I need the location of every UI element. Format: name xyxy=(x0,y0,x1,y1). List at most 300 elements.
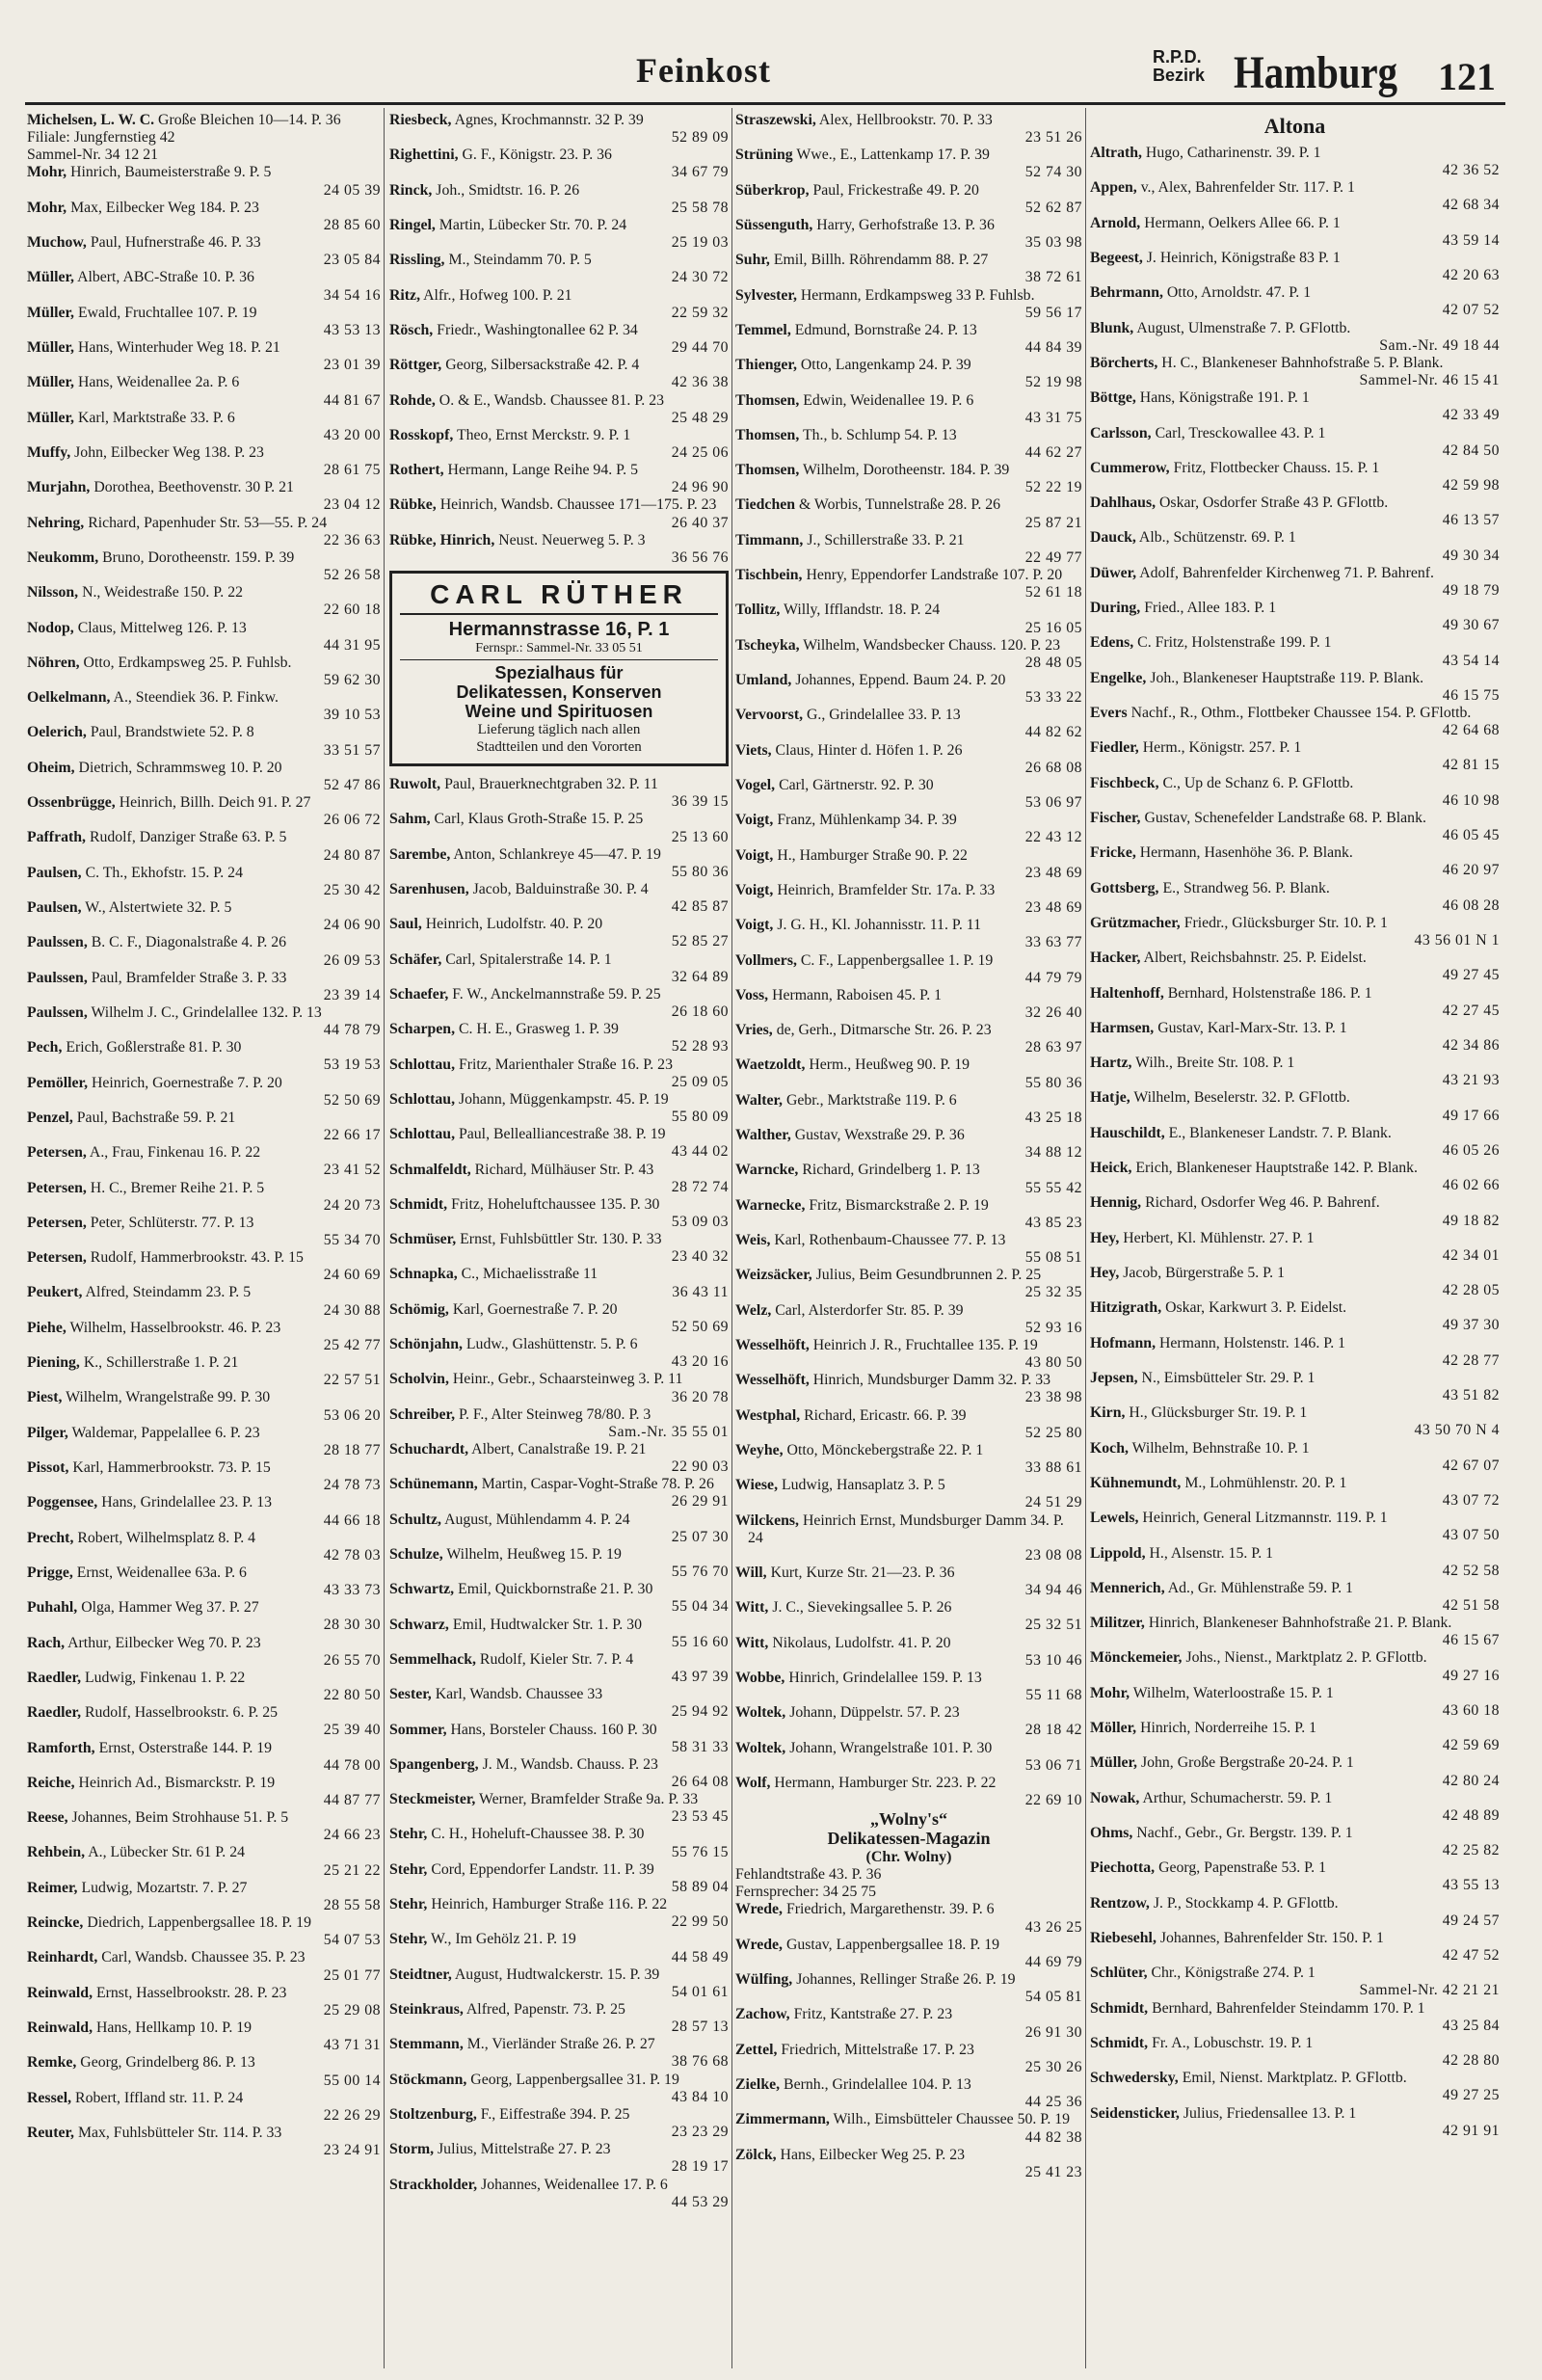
entry-phone: 55 80 36 xyxy=(1024,1074,1082,1091)
rpd-label xyxy=(1153,48,1205,85)
entry-address: Hinrich, Baumeisterstraße 9. P. 5 xyxy=(70,164,272,181)
entry-address: K., Schillerstraße 1. P. 21 xyxy=(83,1354,239,1372)
directory-entry xyxy=(27,234,381,269)
entry-address: Nikolaus, Ludolfstr. 41. P. 20 xyxy=(772,1634,951,1651)
entry-name: Paffrath, xyxy=(27,829,86,846)
entry-phone: 42 59 69 xyxy=(1442,1737,1500,1754)
rpd-line2: Bezirk xyxy=(1153,66,1206,85)
directory-entry xyxy=(735,637,1082,672)
entry-address: P. F., Alter Steinweg 78/80. P. 3 xyxy=(458,1405,651,1423)
entry-name: Petersen, xyxy=(27,1249,87,1267)
entry-phone: Sammel-Nr. 46 15 41 xyxy=(1359,372,1500,389)
directory-entry xyxy=(27,479,381,514)
entry-phone: 42 07 52 xyxy=(1442,302,1500,319)
entry-address: A., Lübecker Str. 61 P. 24 xyxy=(88,1844,246,1861)
directory-entry xyxy=(735,1901,1082,1936)
entry-name: Rehbein, xyxy=(27,1844,86,1861)
directory-entry xyxy=(735,1564,1082,1599)
directory-entry xyxy=(389,496,729,531)
entry-name: Raedler, xyxy=(27,1704,82,1722)
entry-phone: 23 24 91 xyxy=(323,2142,381,2159)
entry-address: Bernh., Grindelallee 104. P. 13 xyxy=(784,2076,971,2094)
entry-name: Schmidt, xyxy=(1090,2034,1149,2051)
entry-phone: 23 48 69 xyxy=(1024,899,1082,917)
entry-address: Rudolf, Kieler Str. 7. P. 4 xyxy=(479,1650,634,1668)
entry-address: Max, Eilbecker Weg 184. P. 23 xyxy=(70,199,259,216)
entry-name: Müller, xyxy=(27,374,74,391)
entry-address: Martin, Caspar-Voght-Straße 78. P. 26 xyxy=(481,1476,714,1493)
entry-name: Rohde, xyxy=(389,391,436,409)
entry-address: de, Gerh., Ditmarsche Str. 26. P. 23 xyxy=(776,1022,992,1039)
entry-phone: 44 87 77 xyxy=(323,1792,381,1808)
entry-phone: 42 59 98 xyxy=(1442,476,1500,494)
entry-address: Carl, Wandsb. Chaussee 35. P. 23 xyxy=(101,1949,306,1966)
entry-phone: 23 51 26 xyxy=(1024,129,1082,147)
entry-address: A., Frau, Finkenau 16. P. 22 xyxy=(89,1144,261,1162)
directory-entry xyxy=(735,1866,1082,1884)
entry-name: Börcherts, xyxy=(1090,354,1158,371)
entry-phone: 43 25 84 xyxy=(1442,2017,1500,2034)
directory-entry xyxy=(27,549,381,584)
entry-phone: 25 30 42 xyxy=(323,881,381,898)
directory-entry xyxy=(1090,1055,1500,1089)
entry-phone: 26 91 30 xyxy=(1024,2023,1082,2041)
entry-phone: 43 33 73 xyxy=(323,1582,381,1599)
directory-entry xyxy=(1090,1685,1500,1720)
directory-entry xyxy=(735,882,1082,917)
entry-phone: 43 20 00 xyxy=(323,426,381,443)
entry-address: Wilhelm, Waterloostraße 15. P. 1 xyxy=(1132,1684,1334,1701)
entry-name: Sylvester, xyxy=(735,286,797,304)
directory-entry xyxy=(389,1686,729,1721)
entry-phone: 49 17 66 xyxy=(1442,1107,1500,1124)
entry-name: Voigt, xyxy=(735,917,774,934)
entry-name: Tischbein, xyxy=(735,567,803,584)
entry-address: Hermann, Hamburger Str. 223. P. 22 xyxy=(774,1774,997,1791)
entry-address: Hinrich, Norderreihe 15. P. 1 xyxy=(1140,1720,1316,1737)
entry-phone: 36 20 78 xyxy=(671,1388,729,1405)
entry-address: Johannes, Rellinger Straße 26. P. 19 xyxy=(796,1971,1016,1989)
entry-name: Müller, xyxy=(27,409,74,426)
column-2-top xyxy=(389,112,729,567)
directory-entry xyxy=(1090,529,1500,564)
directory-entry xyxy=(27,200,381,234)
entry-name: Süberkrop, xyxy=(735,181,810,199)
ad-company-name: CARL RÜTHER xyxy=(400,579,718,615)
entry-name: Kirn, xyxy=(1090,1404,1126,1422)
directory-entry xyxy=(1090,1754,1500,1789)
entry-name: Welz, xyxy=(735,1301,772,1319)
entry-name: Müller, xyxy=(27,339,74,357)
directory-entry xyxy=(735,707,1082,741)
entry-name: Schönjahn, xyxy=(389,1336,463,1353)
entry-phone: 25 16 05 xyxy=(1024,619,1082,636)
entry-address: Johann, Wrangelstraße 101. P. 30 xyxy=(789,1739,993,1756)
directory-entry xyxy=(735,2042,1082,2076)
entry-name: Paulsen, xyxy=(27,864,82,881)
entry-phone: 53 33 22 xyxy=(1024,689,1082,707)
directory-entry xyxy=(735,1056,1082,1091)
entry-phone: 36 39 15 xyxy=(671,793,729,811)
entry-name: Fischer, xyxy=(1090,809,1141,826)
directory-entry xyxy=(735,1267,1082,1301)
entry-phone: 43 31 75 xyxy=(1024,409,1082,426)
directory-entry xyxy=(1090,1230,1500,1265)
directory-entry xyxy=(389,1722,729,1756)
entry-name: Schultz, xyxy=(389,1511,441,1528)
directory-entry xyxy=(735,1884,1082,1901)
directory-entry xyxy=(735,812,1082,846)
entry-address: v., Alex, Bahrenfelder Str. 117. P. 1 xyxy=(1140,179,1355,197)
entry-name: Vervoorst, xyxy=(735,707,804,724)
section-heading-altona: Altona xyxy=(1263,114,1326,138)
entry-address: Otto, Mönckebergstraße 22. P. 1 xyxy=(786,1441,984,1458)
entry-address: Paul, Frickestraße 49. P. 20 xyxy=(812,181,979,199)
directory-entry xyxy=(27,794,381,829)
directory-entry xyxy=(27,1635,381,1670)
directory-entry xyxy=(1090,1790,1500,1825)
entry-name: Strüning xyxy=(735,147,793,164)
entry-address: Rudolf, Hammerbrookstr. 43. P. 15 xyxy=(90,1249,304,1267)
entry-name: Murjahn, xyxy=(27,479,91,496)
entry-name: Storm, xyxy=(389,2141,435,2158)
directory-entry xyxy=(1090,880,1500,915)
directory-entry xyxy=(1090,425,1500,460)
entry-phone: 42 51 58 xyxy=(1442,1596,1500,1614)
entry-address: Johs., Nienst., Marktplatz 2. P. GFlottb. xyxy=(1185,1649,1427,1667)
directory-entry xyxy=(735,1232,1082,1267)
directory-entry xyxy=(389,1056,729,1091)
directory-entry xyxy=(389,392,729,427)
entry-phone: 42 47 52 xyxy=(1442,1947,1500,1965)
directory-entry xyxy=(1090,1649,1500,1684)
entry-address: C. F., Lappenbergsallee 1. P. 19 xyxy=(800,951,994,969)
entry-address: C. Fritz, Holstenstraße 199. P. 1 xyxy=(1137,634,1332,652)
directory-entry xyxy=(27,1284,381,1319)
directory-entry xyxy=(735,567,1082,602)
entry-name: Penzel, xyxy=(27,1109,73,1126)
directory-entry xyxy=(389,2141,729,2176)
entry-phone: 23 39 14 xyxy=(323,986,381,1003)
column-2-bottom xyxy=(389,776,729,2211)
entry-phone: 24 25 06 xyxy=(671,443,729,461)
entry-name: Steidtner, xyxy=(389,1966,452,1983)
entry-name: Zielke, xyxy=(735,2076,781,2094)
directory-entry xyxy=(735,392,1082,427)
directory-entry xyxy=(1090,1510,1500,1544)
entry-name: Zimmermann, xyxy=(735,2111,830,2128)
entry-name: Riesbeck, xyxy=(389,112,452,128)
entry-name: Mennerich, xyxy=(1090,1579,1165,1596)
entry-phone: 34 94 46 xyxy=(1024,1582,1082,1599)
entry-phone: 24 30 72 xyxy=(671,269,729,286)
entry-address: G. F., Königstr. 23. P. 36 xyxy=(462,147,612,164)
entry-phone: 55 04 34 xyxy=(671,1598,729,1616)
entry-name: Fricke, xyxy=(1090,844,1136,862)
entry-address: John, Eilbecker Weg 138. P. 23 xyxy=(74,443,264,461)
entry-address: Fehlandtstraße 43. P. 36 xyxy=(735,1866,882,1884)
entry-phone: 52 50 69 xyxy=(323,1091,381,1109)
entry-address: Arthur, Eilbecker Weg 70. P. 23 xyxy=(67,1634,261,1651)
entry-name: Lewels, xyxy=(1090,1510,1139,1527)
directory-entry xyxy=(1090,1930,1500,1965)
directory-entry xyxy=(27,1004,381,1039)
directory-entry xyxy=(389,532,729,567)
entry-phone: 22 36 63 xyxy=(323,531,381,548)
entry-address: Richard, Osdorfer Weg 46. P. Bahrenf. xyxy=(1145,1194,1380,1212)
directory-entry xyxy=(1090,844,1500,879)
entry-name: Rösch, xyxy=(389,321,434,338)
entry-name: Stoltzenburg, xyxy=(389,2105,477,2123)
entry-address: Sammel-Nr. 34 12 21 xyxy=(27,147,159,164)
entry-phone: 24 06 90 xyxy=(323,917,381,934)
entry-address: Max, Fuhlsbütteler Str. 114. P. 33 xyxy=(77,2124,282,2141)
entry-phone: 23 05 84 xyxy=(323,252,381,269)
entry-address: Herm., Königstr. 257. P. 1 xyxy=(1142,739,1302,757)
entry-name: Schmüser, xyxy=(389,1231,457,1248)
directory-entry xyxy=(1090,1545,1500,1580)
directory-entry xyxy=(1090,634,1500,669)
directory-entry xyxy=(27,1809,381,1844)
entry-address: W., Alstertwiete 32. P. 5 xyxy=(85,899,232,917)
entry-phone: 23 23 29 xyxy=(671,2124,729,2141)
entry-address: Carl, Spitalerstraße 14. P. 1 xyxy=(445,950,612,968)
entry-address: A., Steendiek 36. P. Finkw. xyxy=(113,689,279,707)
entry-phone: 28 48 05 xyxy=(1024,654,1082,671)
entry-phone: 22 26 29 xyxy=(323,2106,381,2124)
directory-entry xyxy=(27,1075,381,1110)
entry-phone: 25 09 05 xyxy=(671,1073,729,1090)
column-3 xyxy=(735,112,1082,2363)
rpd-line1: R.P.D. xyxy=(1153,47,1202,67)
directory-entry xyxy=(735,112,1082,147)
entry-name: Muchow, xyxy=(27,234,87,252)
entry-phone: 26 09 53 xyxy=(323,951,381,969)
entry-phone: 32 64 89 xyxy=(671,968,729,985)
directory-entry xyxy=(735,672,1082,707)
entry-address: Wilhelm, Beselerstr. 32. P. GFlottb. xyxy=(1133,1089,1350,1107)
entry-name: Weis, xyxy=(735,1232,771,1248)
directory-entry xyxy=(735,217,1082,252)
column-divider xyxy=(731,108,732,2368)
entry-name: Cummerow, xyxy=(1090,459,1170,476)
entry-name: Hartz, xyxy=(1090,1055,1132,1072)
ad-phone: Fernspr.: Sammel-Nr. 33 05 51 xyxy=(400,641,718,660)
entry-name: Ringel, xyxy=(389,216,436,233)
directory-entry xyxy=(27,1389,381,1424)
entry-phone: 53 09 03 xyxy=(671,1213,729,1230)
entry-address: Ludw., Glashüttenstr. 5. P. 6 xyxy=(465,1336,638,1353)
entry-phone: Sam.-Nr. 35 55 01 xyxy=(608,1423,729,1440)
directory-entry xyxy=(389,112,729,147)
entry-name: Westphal, xyxy=(735,1406,801,1424)
entry-name: Stöckmann, xyxy=(389,2071,467,2088)
entry-address: Johannes, Eppend. Baum 24. P. 20 xyxy=(795,672,1006,688)
entry-address: F., Eiffestraße 394. P. 25 xyxy=(480,2105,630,2123)
entry-address: Rudolf, Danziger Straße 63. P. 5 xyxy=(89,829,287,846)
entry-phone: 25 07 30 xyxy=(671,1528,729,1545)
entry-address: August, Ulmenstraße 7. P. GFlottb. xyxy=(1136,319,1351,336)
entry-name: Warncke, xyxy=(735,1162,799,1179)
entry-address: J. Heinrich, Königstraße 83 P. 1 xyxy=(1146,249,1341,266)
entry-name: Wrede, xyxy=(735,1901,783,1918)
entry-name: Stehr, xyxy=(389,1860,428,1878)
entry-name: Schlüter, xyxy=(1090,1965,1148,1982)
directory-entry xyxy=(27,410,381,444)
directory-entry xyxy=(735,987,1082,1022)
directory-entry xyxy=(27,1530,381,1564)
directory-entry xyxy=(1090,600,1500,634)
entry-phone: 22 59 32 xyxy=(671,304,729,321)
entry-phone: 25 30 26 xyxy=(1024,2058,1082,2075)
column-2 xyxy=(389,112,729,2363)
directory-entry xyxy=(1090,705,1500,739)
directory-entry xyxy=(1090,284,1500,319)
entry-address: Hinrich, Grindelallee 159. P. 13 xyxy=(788,1669,982,1686)
entry-name: Sester, xyxy=(389,1686,432,1703)
entry-phone: 54 05 81 xyxy=(1024,1989,1082,2006)
entry-name: Warnecke, xyxy=(735,1196,806,1214)
entry-phone: 46 13 57 xyxy=(1442,512,1500,529)
entry-address: Fr. A., Lobuschstr. 19. P. 1 xyxy=(1152,2034,1314,2051)
entry-phone: 26 29 91 xyxy=(671,1493,729,1511)
entry-name: Schreiber, xyxy=(389,1405,456,1423)
entry-address: Wilhelm, Wandsbecker Chauss. 120. P. 23 xyxy=(803,636,1061,654)
entry-name: Oheim, xyxy=(27,759,75,776)
entry-name: Steinkraus, xyxy=(389,2001,464,2018)
entry-phone: 26 06 72 xyxy=(323,812,381,829)
entry-phone: 49 27 25 xyxy=(1442,2087,1500,2104)
entry-phone: 33 88 61 xyxy=(1024,1459,1082,1477)
entry-address: Johannes, Beim Strohhause 51. P. 5 xyxy=(71,1809,289,1827)
entry-address: Bruno, Dorotheenstr. 159. P. 39 xyxy=(102,548,295,566)
entry-name: Will, xyxy=(735,1564,767,1581)
entry-address: Jacob, Bürgerstraße 5. P. 1 xyxy=(1123,1265,1285,1281)
entry-address: Friedr., Washingtonallee 62 P. 34 xyxy=(437,321,638,338)
entry-phone: 42 33 49 xyxy=(1442,407,1500,424)
entry-address: M., Lohmühlenstr. 20. P. 1 xyxy=(1184,1474,1347,1491)
directory-entry xyxy=(27,934,381,969)
entry-phone: 53 06 71 xyxy=(1024,1756,1082,1774)
entry-name: Remke, xyxy=(27,2054,77,2072)
entry-name: Hatje, xyxy=(1090,1089,1130,1107)
directory-entry xyxy=(27,1249,381,1284)
directory-entry xyxy=(1090,215,1500,250)
entry-phone: 34 88 12 xyxy=(1024,1144,1082,1162)
header-rule xyxy=(25,102,1505,105)
entry-phone: 25 13 60 xyxy=(671,828,729,845)
directory-entry xyxy=(1090,565,1500,600)
entry-address: Alfred, Steindamm 23. P. 5 xyxy=(85,1284,252,1301)
directory-entry xyxy=(389,287,729,322)
entry-name: Reinwald, xyxy=(27,1984,93,2001)
entry-name: Schlottau, xyxy=(389,1056,456,1073)
entry-phone: 25 32 35 xyxy=(1024,1284,1082,1301)
entry-phone: 46 15 67 xyxy=(1442,1632,1500,1649)
entry-phone: 55 08 51 xyxy=(1024,1249,1082,1267)
directory-entry xyxy=(389,846,729,881)
entry-phone: 35 03 98 xyxy=(1024,234,1082,252)
entry-phone: 24 66 23 xyxy=(323,1827,381,1844)
entry-address: Harry, Gerhofstraße 13. P. 36 xyxy=(816,216,995,233)
entry-name: Schuchardt, xyxy=(389,1441,469,1457)
entry-name: Sarembe, xyxy=(389,845,451,863)
entry-name: Gottsberg, xyxy=(1090,879,1159,896)
entry-name: Schwarz, xyxy=(389,1616,449,1633)
entry-address: H., Glücksburger Str. 19. P. 1 xyxy=(1129,1404,1308,1422)
entry-phone: 43 26 25 xyxy=(1024,1918,1082,1936)
directory-entry xyxy=(389,1581,729,1616)
entry-name: Schäfer, xyxy=(389,950,442,968)
directory-entry xyxy=(735,847,1082,882)
entry-phone: 58 89 04 xyxy=(671,1878,729,1895)
column-1 xyxy=(27,112,381,2363)
entry-address: Fritz, Hoheluftchaussee 135. P. 30 xyxy=(451,1195,660,1213)
entry-address: Heinrich, Goernestraße 7. P. 20 xyxy=(91,1074,282,1091)
entry-address: Heinrich, Bramfelder Str. 17a. P. 33 xyxy=(777,881,996,898)
wolny-title: Delikatessen-Magazin xyxy=(827,1829,991,1849)
entry-phone: 44 66 18 xyxy=(323,1511,381,1529)
entry-phone: 53 06 20 xyxy=(323,1406,381,1424)
entry-name: Thienger, xyxy=(735,357,797,374)
entry-phone: 44 78 79 xyxy=(323,1022,381,1039)
entry-name: Tollitz, xyxy=(735,602,781,619)
entry-phone: 55 00 14 xyxy=(323,2072,381,2089)
entry-address: Friedrich, Margarethenstr. 39. P. 6 xyxy=(785,1901,995,1918)
entry-name: Rübke, Hinrich, xyxy=(389,531,495,548)
entry-phone: 42 81 15 xyxy=(1442,757,1500,774)
entry-name: Reincke, xyxy=(27,1914,84,1932)
directory-entry xyxy=(27,1215,381,1249)
entry-address: Bernhard, Bahrenfelder Steindamm 170. P. 1 xyxy=(1152,1999,1425,2017)
entry-name: Schaefer, xyxy=(389,985,449,1003)
entry-phone: 52 47 86 xyxy=(323,776,381,793)
entry-address: M., Steindamm 70. P. 5 xyxy=(448,252,592,269)
entry-name: Rothert, xyxy=(389,462,444,479)
entry-address: Hinrich, Mundsburger Damm 32. P. 33 xyxy=(812,1372,1051,1389)
entry-phone: 46 15 75 xyxy=(1442,686,1500,704)
entry-phone: 42 27 45 xyxy=(1442,1002,1500,1019)
entry-address: Heinrich Ernst, Mundsburger Damm 34. P. 24 xyxy=(748,1511,1064,1546)
directory-entry xyxy=(27,655,381,689)
entry-phone: 25 32 51 xyxy=(1024,1617,1082,1634)
entry-address: Olga, Hammer Weg 37. P. 27 xyxy=(81,1599,259,1617)
entry-address: Heinrich Ad., Bismarckstr. P. 19 xyxy=(78,1774,276,1791)
directory-entry xyxy=(1090,1615,1500,1649)
entry-name: Militzer, xyxy=(1090,1615,1145,1632)
entry-address: Adolf, Bahrenfelder Kirchenweg 71. P. Bahrenf. xyxy=(1139,564,1434,581)
directory-entry xyxy=(735,252,1082,286)
entry-name: Timmann, xyxy=(735,531,804,548)
directory-entry xyxy=(389,881,729,916)
entry-address: Joh., Smidtstr. 16. P. 26 xyxy=(436,181,580,199)
entry-address: Johann, Müggenkampstr. 45. P. 19 xyxy=(458,1090,669,1108)
directory-entry xyxy=(1090,460,1500,495)
entry-phone: 52 61 18 xyxy=(1024,584,1082,602)
entry-address: Robert, Wilhelmsplatz 8. P. 4 xyxy=(77,1529,256,1546)
entry-name: Saul, xyxy=(389,916,422,933)
entry-phone: 52 74 30 xyxy=(1024,164,1082,181)
entry-address: Hans, Borsteler Chauss. 160 P. 30 xyxy=(450,1721,657,1738)
entry-name: Stehr, xyxy=(389,1931,428,1948)
entry-phone: 24 20 73 xyxy=(323,1196,381,1214)
entry-phone: 42 78 03 xyxy=(323,1546,381,1564)
entry-name: Pemöller, xyxy=(27,1074,89,1091)
directory-entry xyxy=(27,1494,381,1529)
directory-entry xyxy=(1090,2105,1500,2140)
entry-phone: 42 68 34 xyxy=(1442,197,1500,214)
entry-name: Zettel, xyxy=(735,2041,778,2058)
